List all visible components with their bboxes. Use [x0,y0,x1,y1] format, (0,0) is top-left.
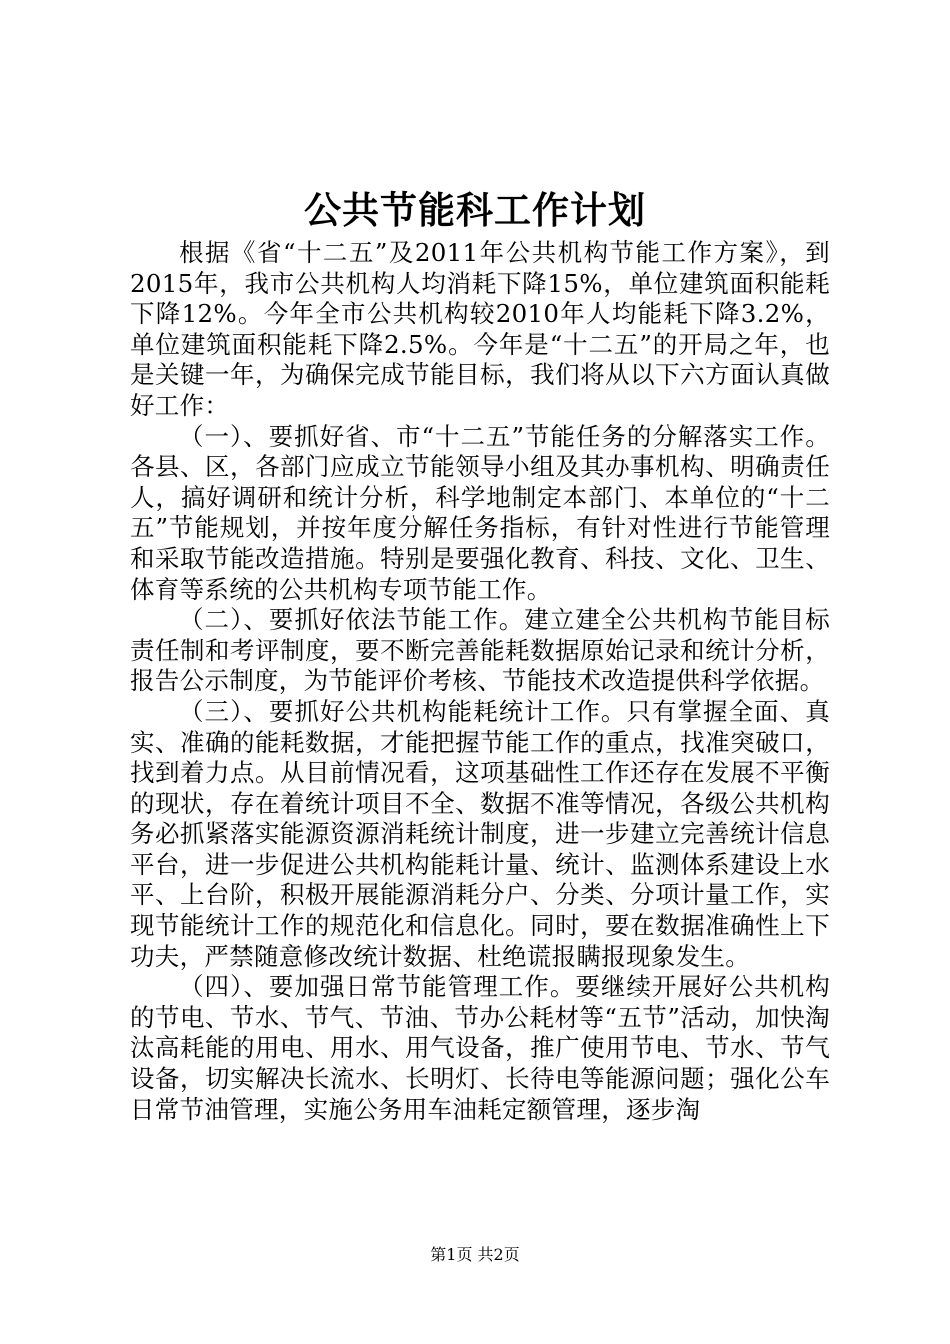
paragraph-item-3: （三）、要抓好公共机构能耗统计工作。只有掌握全面、真实、准确的能耗数据，才能把握节能工作的重点，找准突破口，找到着力点。从目前情况看，这项基础性工作还存在发展不平衡的现状，存在着统计项目不全、数据不准等情况，各级公共机构务必抓紧落实能源资源消耗统计制度，进一步建立完善统计信息平台，进一步促进公共机构能耗计量、统计、监测体系建设上水平、上台阶，积极开展能源消耗分户、分类、分项计量工作，实现节能统计工作的规范化和信息化。同时，要在数据准确性上下功夫，严禁随意修改统计数据、杜绝谎报瞒报现象发生。 [130,696,830,971]
paragraph-item-2: （二）、要抓好依法节能工作。建立建全公共机构节能目标责任制和考评制度，要不断完善能耗数据原始记录和统计分析，报告公示制度，为节能评价考核、节能技术改造提供科学依据。 [130,605,830,696]
page-footer: 第1页 共2页 [430,1245,520,1264]
paragraph-item-1: （一）、要抓好省、市“十二五”节能任务的分解落实工作。各县、区，各部门应成立节能领导小组及其办事机构、明确责任人，搞好调研和统计分析，科学地制定本部门、本单位的“十二五”节能规划，并按年度分解任务指标，有针对性进行节能管理和采取节能改造措施。特别是要强化教育、科技、文化、卫生、体育等系统的公共机构专项节能工作。 [130,421,831,604]
document-title: 公共节能科工作计划 [304,188,646,232]
paragraph-intro: 根据《省“十二五”及2011年公共机构节能工作方案》，到2015年，我市公共机构人均消耗下降15%，单位建筑面积能耗下降12%。今年全市公共机构较2010年人均能耗下降3.2%，单位建筑面积能耗下降2.5%。今年是“十二五”的开局之年，也是关键一年，为确保完成节能目标，我们将从以下六方面认真做好工作： [130,238,830,420]
paragraph-item-4: （四）、要加强日常节能管理工作。要继续开展好公共机构的节电、节水、节气、节油、节办公耗材等“五节”活动，加快淘汰高耗能的用电、用水、用气设备，推广使用节电、节水、节气设备，切实解决长流水、长明灯、长待电等能源问题；强化公车日常节油管理，实施公务用车油耗定额管理，逐步淘 [130,972,830,1124]
document-body [130,238,830,1125]
